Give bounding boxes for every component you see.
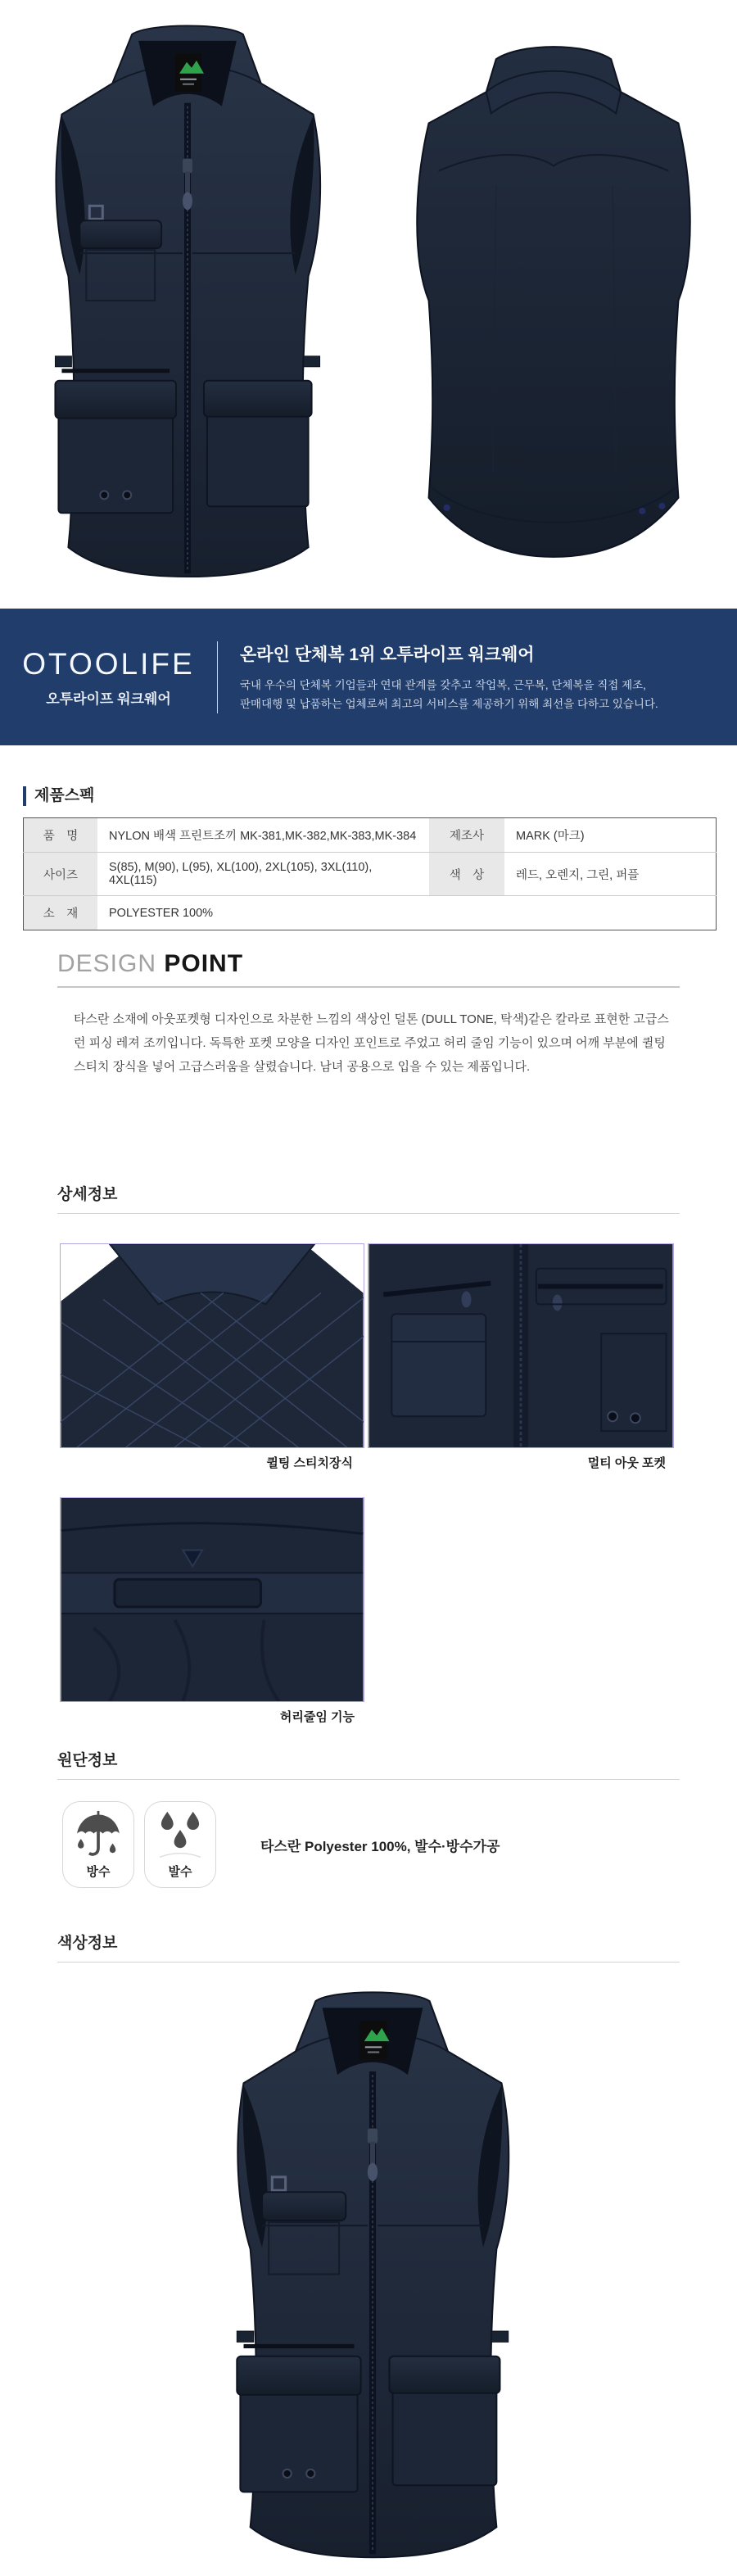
umbrella-icon: [73, 1810, 124, 1860]
detail-caption-quilting: 퀼팅 스티치장식: [266, 1456, 353, 1470]
spec-value-manufacturer: MARK (마크): [504, 818, 717, 853]
color-rule: [57, 1962, 680, 1963]
fabric-badges-row: [62, 1801, 737, 1888]
spec-value-product-name: NYLON 배색 프린트조끼 MK-381,MK-382,MK-383,MK-384: [97, 818, 429, 853]
vest-color-photo: [188, 1972, 557, 2576]
fabric-info-section: [0, 1751, 737, 1888]
spec-label-size: 사이즈: [24, 853, 98, 896]
brand-banner: [0, 609, 737, 745]
fabric-heading: 원단정보: [57, 1752, 118, 1769]
table-row: [24, 853, 717, 896]
design-point-title-light: DESIGN: [57, 950, 157, 977]
water-drops-icon: [155, 1810, 206, 1860]
table-row: [24, 896, 717, 930]
product-spec-section: [23, 786, 717, 930]
banner-title: 온라인 단체복 1위 오투라이프 워크웨어: [240, 645, 535, 664]
banner-divider: [217, 641, 218, 713]
design-point-title: [57, 948, 680, 980]
spec-label-material: 소 재: [24, 896, 98, 930]
banner-description-line2: 판매대행 및 납품하는 업체로써 최고의 서비스를 제공하기 위해 최선을 다하고 있습니다.: [240, 697, 658, 710]
design-point-title-bold: POINT: [164, 950, 244, 977]
detail-row-2: [60, 1497, 364, 1725]
detail-rule: [57, 1213, 680, 1214]
waterproof-badge: [62, 1801, 134, 1888]
detail-captions-row: [60, 1456, 676, 1471]
product-photos: [0, 0, 737, 600]
spec-table: [23, 817, 717, 930]
spec-heading: 제품스펙: [23, 786, 717, 806]
waist-strap: [115, 1579, 261, 1607]
spec-label-manufacturer: 제조사: [429, 818, 504, 853]
water-repellent-badge: [144, 1801, 216, 1888]
banner-description-line1: 국내 우수의 단체복 기업들과 연대 관계를 갖추고 작업복, 근무복, 단체복을 직접 제조,: [240, 678, 646, 691]
vest-front-photo: [5, 7, 370, 595]
color-heading: 색상정보: [57, 1935, 118, 1952]
banner-description: [240, 676, 658, 713]
brand-logo-block: [0, 647, 217, 708]
spec-label-color: 색 상: [429, 853, 504, 896]
detail-photo-quilting: [60, 1243, 364, 1448]
fabric-rule: [57, 1779, 680, 1780]
detail-caption-waist: 허리줄임 기능: [279, 1710, 355, 1724]
left-bellows-pocket: [391, 1314, 486, 1416]
banner-text-block: [240, 641, 658, 713]
detail-info-section: [0, 1185, 737, 1725]
detail-caption-pockets: 멀티 아웃 포켓: [587, 1456, 666, 1470]
brand-logo: OTOOLIFE: [22, 646, 195, 681]
design-point-body: 타스란 소재에 아웃포켓형 디자인으로 차분한 느낌의 색상인 덜톤 (DULL TONE, 탁색)같은 칼라로 표현한 고급스런 피싱 레져 조끼입니다. 독특한 포켓 모양을 디자인 포인트로 주었고 허리 줄임 기능이 있으며 어깨 부분에 퀼팅 스티치 장식을 넣어 고급스러움을 살렸습니다. 남녀 공용으로 입을 수 있는 제품입니다.: [74, 1012, 669, 1074]
detail-images: [60, 1243, 676, 1725]
table-row: [24, 818, 717, 853]
spec-value-size: S(85), M(90), L(95), XL(100), 2XL(105), 3XL(110), 4XL(115): [97, 853, 429, 896]
spec-value-color: 레드, 오렌지, 그린, 퍼플: [504, 853, 717, 896]
grommet: [608, 1411, 617, 1421]
detail-photo-waist: [60, 1497, 364, 1702]
detail-row-1: [60, 1243, 676, 1448]
design-point-section: [57, 948, 680, 1079]
brand-logo-subtitle: 오투라이프 워크웨어: [46, 690, 171, 707]
detail-photo-pockets: [368, 1243, 674, 1448]
waterproof-label: 방수: [86, 1865, 111, 1879]
color-info-section: [0, 1934, 737, 2576]
design-point-rule: [57, 986, 680, 988]
vest-back-photo: [372, 13, 735, 580]
grommet: [631, 1413, 640, 1423]
spec-label-product-name: 품 명: [24, 818, 98, 853]
fabric-description: 타스란 Polyester 100%, 발수·방수가공: [260, 1838, 500, 1854]
detail-heading: 상세정보: [57, 1186, 118, 1203]
water-repellent-label: 발수: [168, 1865, 192, 1879]
spec-value-material: POLYESTER 100%: [97, 896, 717, 930]
